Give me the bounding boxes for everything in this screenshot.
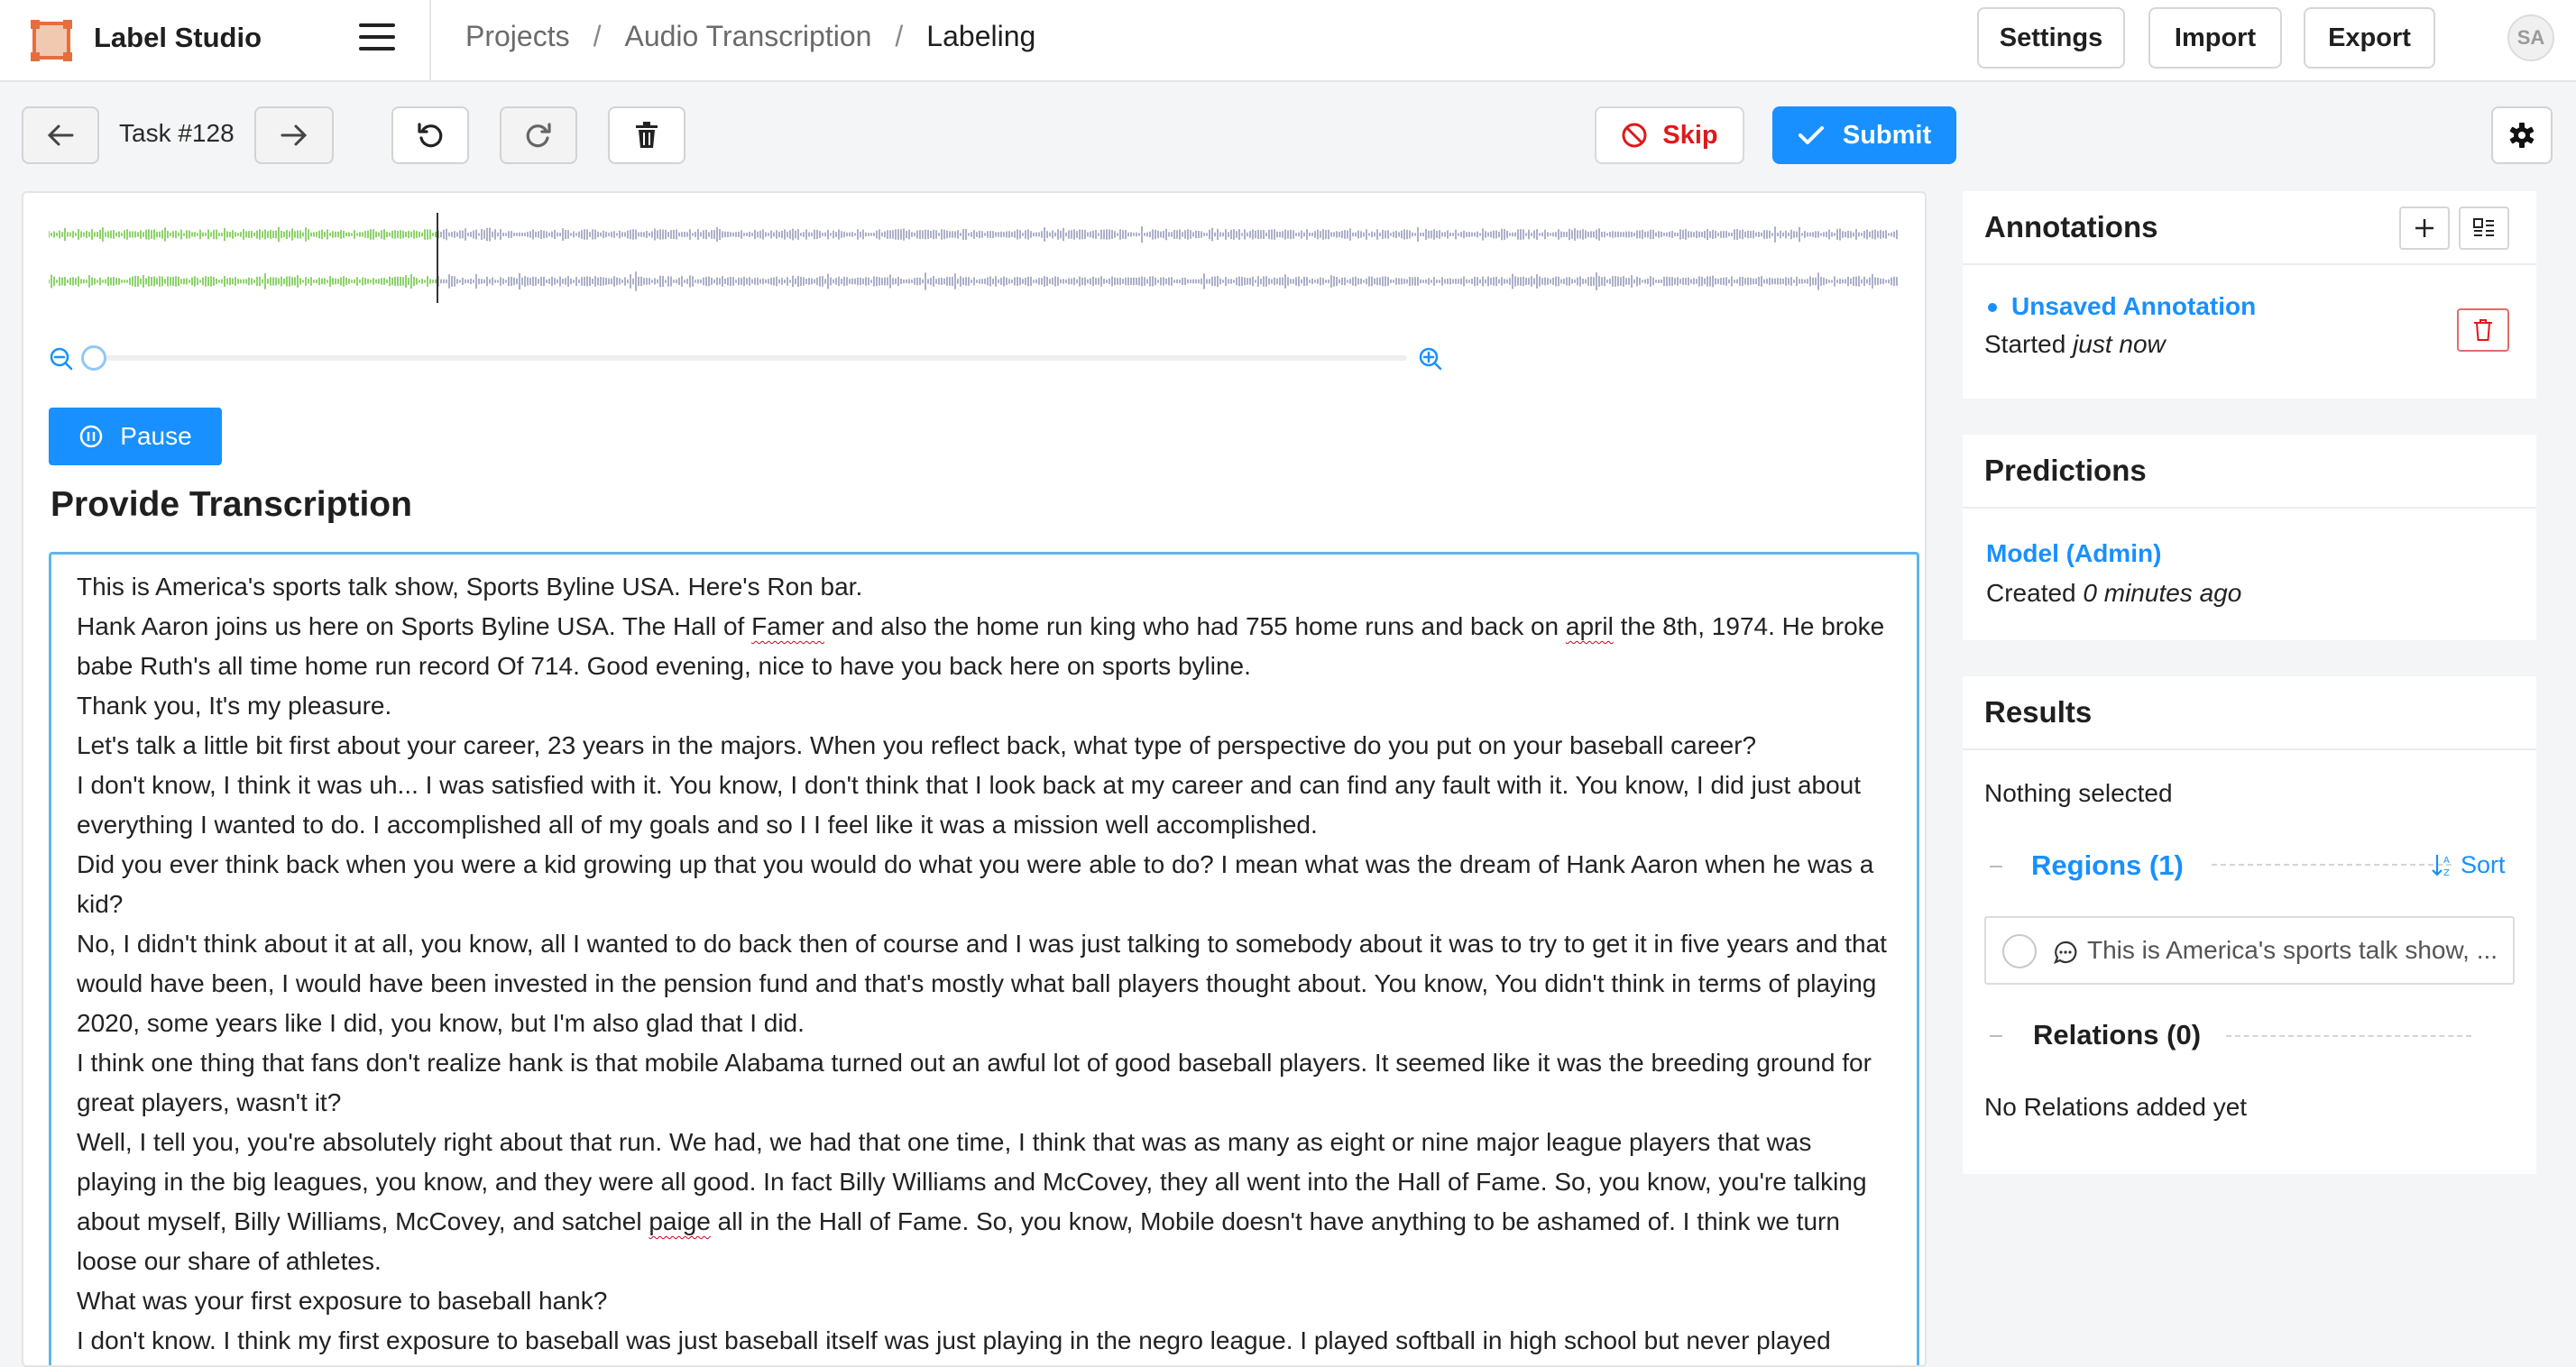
relations-toggle[interactable]: Relations (0) xyxy=(2033,1019,2202,1050)
export-button[interactable]: Export xyxy=(2304,7,2435,69)
predictions-title: Predictions xyxy=(1984,454,2147,487)
spellcheck-word: paige xyxy=(649,1207,711,1235)
delete-annotation-button[interactable] xyxy=(608,106,685,164)
transcription-title: Provide Transcription xyxy=(51,485,412,524)
transcript-line xyxy=(77,1043,1891,1123)
transcript-line xyxy=(77,686,1891,726)
selection-status: Nothing selected xyxy=(1984,779,2173,807)
transcript-segment: Hank Aaron joins us here on Sports Byline USA. The Hall of xyxy=(77,612,752,640)
transcript-segment: Let's talk a little bit first about your career, 23 years in the majors. When you reflect back, what type of perspective do you put on your baseball career? xyxy=(77,731,1757,759)
transcript-line xyxy=(77,845,1891,924)
avatar[interactable]: SA xyxy=(2507,14,2554,61)
waveform-played-channel-0 xyxy=(49,227,436,243)
breadcrumb-current: Labeling xyxy=(926,20,1036,52)
redo-button[interactable] xyxy=(500,106,577,164)
top-bar xyxy=(0,0,2576,82)
annotation-item-name[interactable]: Unsaved Annotation xyxy=(2011,292,2257,320)
delete-annotation-item-button[interactable] xyxy=(2457,308,2509,352)
pause-label: Pause xyxy=(120,422,192,450)
zoom-in-icon[interactable] xyxy=(1418,346,1443,372)
brand-name[interactable]: Label Studio xyxy=(94,22,262,53)
import-button[interactable]: Import xyxy=(2148,7,2282,69)
sort-label: Sort xyxy=(2461,851,2506,878)
transcript-segment: the 8th, 1974. He broke babe Ruth's all time home run record Of 714. Good evening, nice to have you back here on sports byline. xyxy=(77,612,1885,680)
relations-collapse-dash[interactable] xyxy=(1990,1035,2002,1037)
next-task-button[interactable] xyxy=(254,106,334,164)
check-icon xyxy=(1798,124,1825,146)
settings-button[interactable]: Settings xyxy=(1977,7,2125,69)
task-label: Task #128 xyxy=(119,119,235,147)
transcript-line xyxy=(77,726,1891,766)
transcript-segment: No, I didn't think about it at all, you know, all I wanted to do back then of course and I was just talking to somebody about it was to try to get it in five years and that would have been, I would have been invested in the pension fund and that's mostly what ball players thought about. You know, You didn't think in terms of playing 2020, some years like I did, you know, but I'm also glad that I did. xyxy=(77,930,1887,1037)
transcript-segment: What was your first exposure to baseball hank? xyxy=(77,1287,608,1315)
trash-icon xyxy=(635,122,658,149)
prediction-item-meta: Created 0 minutes ago xyxy=(1986,579,2242,607)
relations-divider xyxy=(2226,1035,2471,1037)
predictions-header xyxy=(1963,435,2536,509)
results-title: Results xyxy=(1984,695,2093,729)
waveform-unplayed-channel-0 xyxy=(438,226,1897,243)
regions-toggle[interactable]: Regions (1) xyxy=(2031,849,2184,881)
sort-button[interactable] xyxy=(2432,851,2506,879)
svg-text:Z: Z xyxy=(2443,867,2450,878)
menu-hamburger-icon[interactable] xyxy=(359,23,395,54)
transcript-segment: all in the Hall of Fame. So, you know, Mobile doesn't have anything to be ashamed of. I think we turn loose our share of athletes. xyxy=(77,1207,1840,1275)
undo-icon xyxy=(416,121,445,150)
grid-icon xyxy=(2472,217,2496,239)
results-header xyxy=(1963,676,2536,750)
transcript-line xyxy=(77,567,1891,607)
skip-label: Skip xyxy=(1662,120,1718,150)
annotations-header xyxy=(1963,191,2536,265)
zoom-slider-track[interactable] xyxy=(90,355,1407,361)
regions-collapse-dash[interactable] xyxy=(1990,866,2002,867)
predictions-panel xyxy=(1963,435,2536,640)
annotations-title: Annotations xyxy=(1984,210,2158,243)
transcript-line xyxy=(77,1281,1891,1321)
spellcheck-word: Famer xyxy=(751,612,825,640)
comment-icon xyxy=(2053,940,2078,965)
transcript-segment: This is America's sports talk show, Sports Byline USA. Here's Ron bar. xyxy=(77,573,863,601)
breadcrumb-projects[interactable]: Projects xyxy=(465,20,570,52)
annotations-panel xyxy=(1963,191,2536,399)
transcript-segment: Well, I tell you, you're absolutely right about that run. We had, we had that one time, I think that was as many as eight or nine major league players that was playing in the big leagues, you know, and they were all good. In fact Billy Williams and McCovey, they all went into the Hall of Fame. So, you know, you're talking about myself, Billy Williams, McCovey, and satchel xyxy=(77,1128,1867,1235)
add-annotation-button[interactable] xyxy=(2399,206,2450,250)
zoom-slider-handle[interactable] xyxy=(81,345,106,371)
unsaved-dot xyxy=(1988,303,1997,312)
waveform-played-channel-1 xyxy=(49,273,436,289)
regions-divider xyxy=(2212,864,2452,866)
breadcrumb-separator: / xyxy=(593,20,602,52)
prediction-item-name[interactable]: Model (Admin) xyxy=(1986,539,2162,567)
topbar-divider xyxy=(429,0,431,82)
transcript-line xyxy=(77,1123,1891,1281)
pause-button[interactable] xyxy=(49,408,222,465)
transcript-line xyxy=(77,1321,1891,1361)
transcript-line xyxy=(77,766,1891,845)
submit-button[interactable] xyxy=(1772,106,1956,164)
transcription-textarea[interactable] xyxy=(49,552,1919,1367)
svg-text:A: A xyxy=(2443,855,2450,866)
settings-gear-button[interactable] xyxy=(2491,106,2553,164)
labeling-panel xyxy=(22,191,1927,1367)
arrow-left-icon xyxy=(47,124,74,147)
transcript-segment: Thank you, It's my pleasure. xyxy=(77,692,392,720)
relations-empty-text: No Relations added yet xyxy=(1984,1093,2248,1121)
trash-outline-icon xyxy=(2473,318,2493,342)
region-item[interactable] xyxy=(1984,916,2515,985)
plus-icon xyxy=(2414,217,2435,239)
transcript-segment: I think one thing that fans don't realize hank is that mobile Alabama turned out an awful lot of good baseball players. It seemed like it was the breeding ground for great players, wasn't it? xyxy=(77,1049,1872,1116)
transcript-line xyxy=(77,924,1891,1043)
waveform-unplayed-channel-1 xyxy=(438,271,1897,290)
skip-button[interactable] xyxy=(1595,106,1744,164)
undo-button[interactable] xyxy=(391,106,469,164)
transcript-segment: I don't know. I think my first exposure to baseball was just baseball itself was just playing in the negro league. I played softball in high school but never played xyxy=(77,1326,1831,1354)
pause-icon xyxy=(78,424,104,449)
breadcrumb-project[interactable]: Audio Transcription xyxy=(624,20,872,52)
region-text: This is America's sports talk show, ... xyxy=(2087,936,2498,964)
annotation-item-meta: Started just now xyxy=(1984,330,2166,358)
region-select-circle[interactable] xyxy=(2002,934,2037,968)
audio-waveform[interactable] xyxy=(49,213,1898,303)
redo-icon xyxy=(524,121,553,150)
submit-label: Submit xyxy=(1842,120,1932,150)
sort-icon xyxy=(2432,853,2453,878)
label-studio-logo-icon[interactable] xyxy=(31,20,72,61)
spellcheck-word: april xyxy=(1565,612,1614,640)
transcript-segment: I don't know, I think it was uh... I was satisfied with it. You know, I don't think that I look back at my career and can find any fault with it. You know, I did just about everything I wanted to do. I accomplished all of my goals and so I I feel like it was a mission well accomplished. xyxy=(77,771,1862,839)
block-icon xyxy=(1621,122,1648,149)
transcript-segment: Did you ever think back when you were a kid growing up that you would do what you were able to do? I mean what was the dream of Hank Aaron when he was a kid? xyxy=(77,850,1874,918)
arrow-right-icon xyxy=(281,124,308,147)
breadcrumb xyxy=(465,20,1035,53)
transcript-line xyxy=(77,607,1891,686)
results-panel xyxy=(1963,676,2536,1174)
zoom-out-icon[interactable] xyxy=(49,346,74,372)
breadcrumb-separator: / xyxy=(895,20,904,52)
transcript-segment: and also the home run king who had 755 home runs and back on xyxy=(824,612,1566,640)
previous-task-button[interactable] xyxy=(22,106,99,164)
gear-icon xyxy=(2508,122,2535,149)
zoom-control xyxy=(49,341,1447,377)
view-all-annotations-button[interactable] xyxy=(2459,206,2509,250)
